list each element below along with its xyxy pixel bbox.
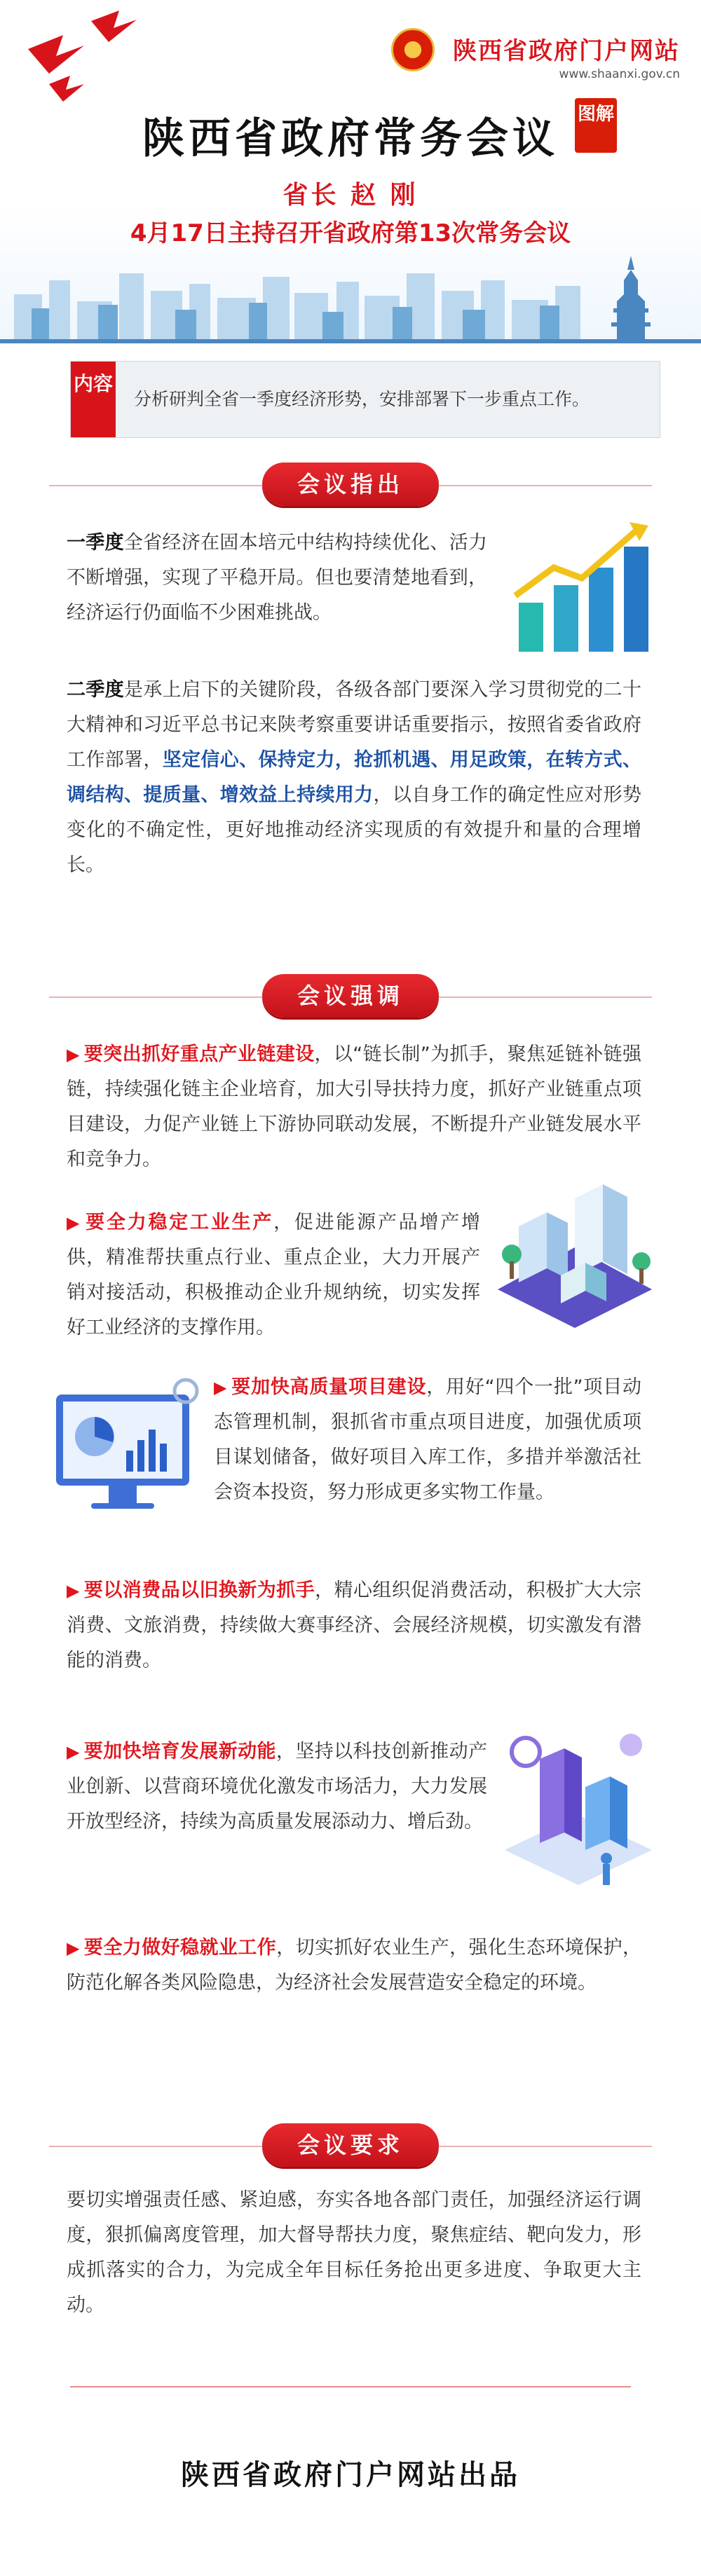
content-summary-box bbox=[70, 361, 660, 438]
data-dashboard-illustration bbox=[42, 1373, 203, 1528]
content-tag: 内容 bbox=[71, 362, 116, 437]
emphasis-item bbox=[67, 1573, 641, 1678]
arrow-icon: ▶ bbox=[67, 1213, 80, 1233]
requirement-paragraph: 要切实增强责任感、紧迫感，夯实各地各部门责任，加强经济运行调度，狠抓偏离度管理，加大督导帮扶力度，聚焦症结、靶向发力，形成抓落实的合力，为完成全年目标任务抢出更多进度、争取更大主动。 bbox=[67, 2189, 641, 2316]
section-requirement-header bbox=[0, 2123, 701, 2167]
emphasis-text: ，坚持以科技创新推动产业创新、以营商环境优化激发市场活力，大力发展开放型经济，持续为高质量发展添动力、增后劲。 bbox=[67, 1741, 487, 1832]
emphasis-text: ，切实抓好农业生产，强化生态环境保护，防范化解各类风险隐患，为经济社会发展营造安全稳定的环境。 bbox=[67, 1937, 642, 1994]
emphasis-lead: 要加快培育发展新动能 bbox=[83, 1741, 276, 1762]
emphasis-item bbox=[67, 1205, 480, 1345]
dove-icon bbox=[21, 7, 161, 105]
emphasis-item bbox=[67, 1734, 487, 1839]
section-title: 会议指出 bbox=[262, 463, 439, 506]
q2-text-2: ，以自身工作的确定性应对形势变化的不确定性，更好地推动经济实现质的有效提升和量的合理增长。 bbox=[67, 784, 642, 876]
emphasis-lead: 要加快高质量项目建设 bbox=[231, 1376, 427, 1398]
q2-paragraph bbox=[67, 673, 641, 883]
presider-line: 省长 赵 刚 bbox=[283, 181, 418, 210]
section-pointed-header bbox=[0, 463, 701, 506]
arrow-icon: ▶ bbox=[67, 1581, 80, 1601]
arrow-icon: ▶ bbox=[214, 1378, 227, 1397]
emphasis-lead: 要突出抓好重点产业链建设 bbox=[83, 1043, 315, 1065]
emphasis-lead: 要全力稳定工业生产 bbox=[83, 1212, 274, 1233]
divider bbox=[70, 2386, 631, 2387]
growth-bar-chart-illustration bbox=[505, 519, 659, 659]
section-title: 会议强调 bbox=[262, 974, 439, 1018]
factory-buildings-illustration bbox=[491, 1170, 659, 1331]
arrow-icon: ▶ bbox=[67, 1045, 80, 1064]
portal-name: 陕西省政府门户网站 bbox=[453, 37, 680, 65]
emphasis-text: ，用好“四个一批”项目动态管理机制，狠抓省市重点项目进度，加强优质项目谋划储备，做好项目入库工作，多措并举激活社会资本投资，努力形成更多实物工作量。 bbox=[214, 1376, 641, 1503]
emphasis-item bbox=[214, 1370, 641, 1510]
page-title: 陕西省政府常务会议 bbox=[142, 114, 559, 163]
emphasis-text: ，精心组织促消费活动，积极扩大大宗消费、文旅消费，持续做大赛事经济、会展经济规模，切实激发有潜能的消费。 bbox=[67, 1580, 642, 1671]
q2-text-1: 是承上启下的关键阶段，各级各部门要深入学习贯彻党的二十大精神和习近平总书记来陕考察重要讲话重要指示，按照省委省政府工作部署， bbox=[67, 679, 642, 771]
city-skyline-illustration bbox=[0, 252, 701, 343]
header-banner bbox=[0, 0, 701, 343]
smart-city-illustration bbox=[498, 1710, 659, 1892]
q1-lead: 一季度 bbox=[67, 532, 124, 554]
arrow-icon: ▶ bbox=[67, 1938, 80, 1958]
footer-credit: 陕西省政府门户网站出品 bbox=[181, 2459, 520, 2491]
emphasis-item bbox=[67, 1037, 641, 1177]
emphasis-lead: 要全力做好稳就业工作 bbox=[83, 1937, 277, 1959]
q1-paragraph bbox=[67, 526, 487, 631]
arrow-icon: ▶ bbox=[67, 1742, 80, 1762]
emphasis-item bbox=[67, 1931, 641, 2001]
portal-logo[interactable] bbox=[453, 32, 680, 81]
section-title: 会议要求 bbox=[262, 2123, 439, 2167]
q2-lead: 二季度 bbox=[67, 679, 125, 701]
q1-text: 全省经济在固本培元中结构持续优化、活力不断增强，实现了平稳开局。但也要清楚地看到，经济运行仍面临不少困难挑战。 bbox=[67, 532, 488, 624]
content-text: 分析研判全省一季度经济形势，安排部署下一步重点工作。 bbox=[134, 389, 590, 409]
meeting-line: 4月17日主持召开省政府第13次常务会议 bbox=[130, 219, 571, 247]
emphasis-lead: 要以消费品以旧换新为抓手 bbox=[83, 1580, 315, 1601]
emphasis-text: ，促进能源产品增产增供，精准帮扶重点行业、重点企业，大力开展产销对接活动，积极推动企业升规纳统，切实发挥好工业经济的支撑作用。 bbox=[67, 1212, 481, 1338]
emphasis-text: ，以“链长制”为抓手，聚焦延链补链强链，持续强化链主企业培育，加大引导扶持力度，抓好产业链重点项目建设，力促产业链上下游协同联动发展，不断提升产业链发展水平和竞争力。 bbox=[67, 1043, 642, 1170]
portal-url: www.shaanxi.gov.cn bbox=[559, 67, 680, 81]
q2-highlight: 坚定信心、保持定力，抢抓机遇、用足政策，在转方式、调结构、提质量、增效益上持续用力 bbox=[67, 749, 642, 806]
graphic-badge: 图解 bbox=[575, 98, 617, 153]
section-emphasis-header bbox=[0, 974, 701, 1018]
national-emblem-icon bbox=[391, 28, 435, 71]
